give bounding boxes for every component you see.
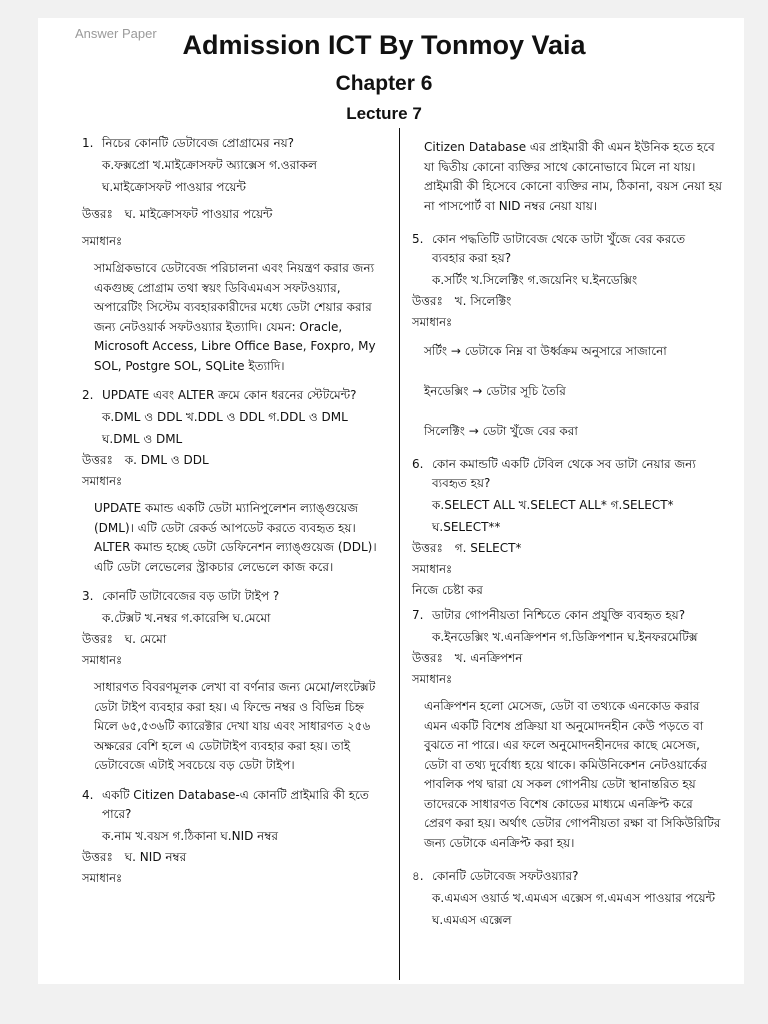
question-options: ক.নাম খ.বয়স গ.ঠিকানা ঘ.NID নম্বর bbox=[102, 828, 279, 843]
answer-line bbox=[82, 451, 387, 470]
page-title: Admission ICT By Tonmoy Vaia bbox=[182, 30, 586, 60]
chapter-heading: Chapter 6 bbox=[335, 72, 433, 95]
answer-label: উত্তরঃ bbox=[412, 541, 443, 555]
question-number: 7. bbox=[412, 608, 424, 622]
answer-line bbox=[412, 539, 722, 558]
answer-label: উত্তরঃ bbox=[82, 849, 113, 864]
question-4 bbox=[82, 786, 387, 824]
answer-value: ক. DML ও DDL bbox=[124, 453, 209, 467]
answer-value: ঘ. মেমো bbox=[124, 632, 167, 646]
question-number: 2. bbox=[82, 388, 94, 402]
solution-label: সমাধানঃ bbox=[412, 562, 453, 576]
column-divider bbox=[399, 128, 400, 980]
solution-text: Citizen Database এর প্রাইমারী কী এমন ইউনিক হতে হবে যা দ্বিতীয় কোনো ব্যক্তির সাথে কোনোভাবে মিলে না যায়। প্রাইমারী কী হিসেবে কোনো ব্যক্তির নাম, ঠিকানা, বয়স নেয়া হয় না পাসপোর্ট বা NID নম্বর নেয়া যায়। bbox=[424, 140, 722, 213]
answer-label: উত্তরঃ bbox=[412, 294, 443, 308]
answer-value: ঘ. মাইক্রোসফট পাওয়ার পয়েন্ট bbox=[124, 207, 273, 221]
answer-value: খ. এনক্রিপশন bbox=[454, 651, 523, 665]
answer-value: ঘ. NID নম্বর bbox=[124, 849, 187, 864]
solution-text: এনক্রিপশন হলো মেসেজ, ডেটা বা তথ্যকে এনকোড করার এমন একটি বিশেষ প্রক্রিয়া যা অনুমোদনহীন কেউ পড়তে বা বুঝতে না পারে। এর ফলে অনুমোদনহীনদের কাছে মেসেজ, ডেটা বা তথ্য দুর্বোধ্য হয়ে থাকে। কমিউনিকেশন নেটওয়ার্কের পাবলিক পথ দ্বারা যে সকল গোপনীয় ডেটা স্থানান্তরিত হয় তাদেরকে সাধারণত বিশেষ কোডের মাধ্যমে এনক্রিপ্ট করে প্রেরণ করা হয়। অর্থাৎ ডেটার গোপনীয়তা রক্ষা বা সিকিউরিটির জন্য ডেটাকে এনক্রিপ্ট করা হয়। bbox=[424, 699, 721, 850]
question-6 bbox=[412, 455, 722, 493]
question-5 bbox=[412, 230, 722, 268]
answer-label: উত্তরঃ bbox=[82, 453, 113, 467]
lecture-heading: Lecture 7 bbox=[346, 104, 422, 123]
left-column bbox=[82, 128, 387, 888]
answer-line bbox=[82, 630, 387, 649]
right-column bbox=[412, 128, 722, 930]
question-number: ৪. bbox=[412, 869, 424, 883]
solution-point: ইনডেক্সিং → ডেটার সূচি তৈরি bbox=[424, 384, 566, 398]
solution-label: সমাধানঃ bbox=[82, 474, 123, 488]
question-text: নিচের কোনটি ডেটাবেজ প্রোগ্রামের নয়? bbox=[102, 136, 295, 150]
question-options: ক.টেক্সট খ.নম্বর গ.কারেন্সি ঘ.মেমো bbox=[102, 611, 271, 625]
question-text: কোন কমান্ডটি একটি টেবিল থেকে সব ডাটা নেয়ার জন্য ব্যবহৃত হয়? bbox=[432, 457, 696, 490]
answer-label: উত্তরঃ bbox=[412, 651, 443, 665]
question-options: ক.ইনডেক্সিং খ.এনক্রিপশন গ.ডিক্রিপশান ঘ.ইনফরমেটিক্স bbox=[432, 630, 698, 644]
solution-label: সমাধানঃ bbox=[82, 653, 123, 667]
question-options: ক.ফক্সপ্রো খ.মাইক্রোসফট অ্যাক্সেস গ.ওরাকল bbox=[102, 158, 317, 172]
solution-point: সিলেক্টিং → ডেটা খুঁজে বের করা bbox=[424, 424, 578, 438]
solution-note: নিজে চেষ্টা কর bbox=[412, 583, 483, 597]
question-options: ঘ.মাইক্রোসফট পাওয়ার পয়েন্ট bbox=[102, 180, 246, 194]
question-1 bbox=[82, 134, 387, 153]
answer-line bbox=[412, 292, 722, 311]
question-options: ক.DML ও DDL খ.DDL ও DDL গ.DDL ও DML bbox=[102, 410, 348, 424]
question-options: ক.এমএস ওয়ার্ড খ.এমএস এক্সেস গ.এমএস পাওয়ার পয়েন্ট bbox=[432, 891, 716, 905]
question-3 bbox=[82, 587, 387, 606]
question-text: ডাটার গোপনীয়তা নিশ্চিতে কোন প্রযুক্তি ব্যবহৃত হয়? bbox=[432, 608, 686, 622]
solution-label: সমাধানঃ bbox=[82, 870, 123, 885]
question-text: UPDATE এবং ALTER ক্রমে কোন ধরনের স্টেটমেন্ট? bbox=[102, 388, 357, 402]
answer-value: গ. SELECT* bbox=[454, 541, 522, 555]
solution-text: UPDATE কমান্ড একটি ডেটা ম্যানিপুলেশন ল্যাঙ্গুয়েজ (DML)। এটি ডেটা রেকর্ড আপডেট করতে ব্যবহৃত হয়। ALTER কমান্ড হচ্ছে ডেটা ডেফিনেশন ল্যাঙ্গুয়েজ (DDL)। এটি ডেটা লেভেলের স্ট্রাকচার লেভেলে কাজ করে। bbox=[94, 501, 377, 574]
answer-line bbox=[82, 848, 387, 867]
question-options: ক.SELECT ALL খ.SELECT ALL* গ.SELECT* bbox=[432, 498, 674, 512]
solution-text: সামগ্রিকভাবে ডেটাবেজ পরিচালনা এবং নিয়ন্ত্রণ করার জন্য একগুচ্ছ প্রোগ্রাম তথা স্বয়ং ডিবিএমএস সফটওয়্যার, অপারেটিং সিস্টেম ব্যবহারকারীদের মধ্যে ডেটা শেয়ার করার জন্য নেটওয়ার্ক সফটওয়্যার ইত্যাদি। যেমন: Oracle, Microsoft Access, Libre Office Base, Foxpro, My SOL, Postgre SOL, SQLite ইত্যাদি। bbox=[94, 261, 376, 373]
question-options: ক.সর্টিং খ.সিলেক্টিং গ.জয়েনিং ঘ.ইনডেক্সিং bbox=[432, 273, 638, 287]
answer-label: উত্তরঃ bbox=[82, 207, 113, 221]
question-text: একটি Citizen Database-এ কোনটি প্রাইমারি কী হতে পারে? bbox=[102, 787, 369, 821]
question-options: ঘ.এমএস এক্সেল bbox=[432, 913, 512, 927]
question-text: কোনটি ডেটাবেজ সফটওয়্যার? bbox=[432, 869, 579, 883]
question-number: 1. bbox=[82, 136, 94, 150]
question-text: কোনটি ডাটাবেজের বড় ডাটা টাইপ ? bbox=[102, 589, 280, 603]
question-options: ঘ.DML ও DML bbox=[102, 432, 183, 446]
answer-line bbox=[412, 649, 722, 668]
question-text: কোন পদ্ধতিটি ডাটাবেজ থেকে ডাটা খুঁজে বের করতে ব্যবহার করা হয়? bbox=[432, 232, 686, 265]
answer-value: খ. সিলেক্টিং bbox=[454, 294, 512, 308]
question-8 bbox=[412, 867, 722, 886]
question-number: 5. bbox=[412, 232, 424, 246]
question-number: 3. bbox=[82, 589, 94, 603]
question-2 bbox=[82, 386, 387, 405]
solution-label: সমাধানঃ bbox=[412, 315, 453, 329]
solution-text: সাধারণত বিবরণমূলক লেখা বা বর্ণনার জন্য মেমো/লংটেক্সট ডেটা টাইপ ব্যবহার করা হয়। এ ফিল্ডে নম্বর ও বিভিন্ন চিহ্ন মিলে ৬৫,৫৩৬টি ক্যারেক্টার দেখা যায় এবং সাধারণত ২৫৬ অক্ষরের বেশি হলে এ ডেটাটাইপ ব্যবহার করা হয়। তাই ডেটাবেজে এটাই সবচেয়ে বড় ডেটা টাইপ। bbox=[94, 680, 376, 772]
question-number: 6. bbox=[412, 457, 424, 471]
solution-label: সমাধানঃ bbox=[412, 672, 453, 686]
question-options: ঘ.SELECT** bbox=[432, 520, 501, 534]
question-number: 4. bbox=[82, 787, 94, 802]
answer-label: উত্তরঃ bbox=[82, 632, 113, 646]
solution-label: সমাধানঃ bbox=[82, 234, 123, 248]
answer-line bbox=[82, 205, 387, 224]
watermark: Answer Paper bbox=[75, 26, 157, 41]
solution-point: সর্টিং → ডেটাকে নিম্ন বা উর্ধ্বক্রম অনুসারে সাজানো bbox=[424, 344, 667, 358]
question-7 bbox=[412, 606, 722, 625]
